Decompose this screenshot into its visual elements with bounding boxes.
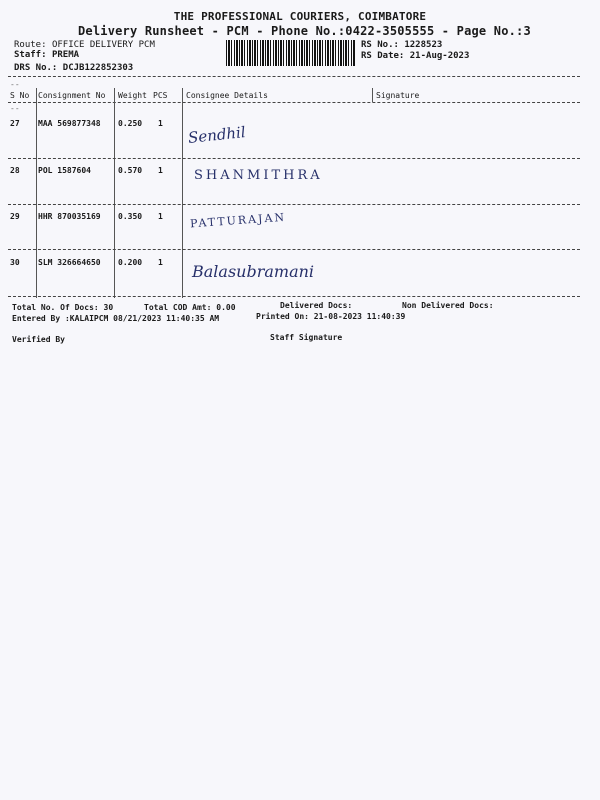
drs-line — [14, 63, 133, 73]
staff-label: Staff: — [14, 50, 47, 60]
col-header-consignment: Consignment No — [38, 91, 106, 100]
row-divider — [8, 296, 580, 297]
row-weight: 0.250 — [118, 119, 143, 128]
drs-label: DRS No.: — [14, 63, 58, 73]
staff-line — [14, 50, 79, 60]
col-header-sno: S No — [10, 91, 30, 100]
row-sno: 29 — [10, 212, 20, 221]
handwritten-signature: Balasubramani — [192, 262, 315, 281]
column-rule — [372, 88, 373, 102]
verified-by: Verified By — [12, 335, 65, 344]
handwritten-signature: PATTURAJAN — [189, 210, 287, 231]
row-consignment: POL 1587604 — [38, 166, 91, 175]
row-sno: 28 — [10, 166, 20, 175]
rs-number: RS No.: 1228523 — [361, 40, 443, 50]
column-rule — [36, 88, 37, 298]
row-consignment: HHR 870035169 — [38, 212, 101, 221]
col-header-signature: Signature — [376, 91, 420, 100]
staff-value: PREMA — [51, 50, 80, 60]
column-rule — [182, 88, 183, 298]
printed-on: Printed On: 21-08-2023 11:40:39 — [256, 312, 406, 321]
runsheet-subtitle: Delivery Runsheet - PCM - Phone No.:0422-3505555 - Page No.:3 — [78, 24, 531, 38]
row-pcs: 1 — [158, 166, 163, 175]
row-pcs: 1 — [158, 258, 163, 267]
row-consignment: MAA 569877348 — [38, 119, 101, 128]
total-cod: Total COD Amt: 0.00 — [144, 303, 236, 312]
company-title: THE PROFESSIONAL COURIERS, COIMBATORE — [173, 10, 427, 23]
col-header-consignee: Consignee Details — [186, 91, 268, 100]
staff-signature-label: Staff Signature — [270, 333, 343, 342]
drs-value: DCJB122852303 — [62, 63, 134, 73]
col-header-pcs: PCS — [153, 91, 168, 100]
row-sno: 30 — [10, 258, 20, 267]
col-header-weight: Weight — [118, 91, 147, 100]
entered-by: Entered By :KALAIPCM 08/21/2023 11:40:35 AM — [12, 314, 220, 323]
divider — [8, 102, 580, 103]
handwritten-signature: SHANMITHRA — [194, 168, 323, 183]
barcode — [226, 40, 356, 66]
row-pcs: 1 — [158, 212, 163, 221]
delivered-docs: Delivered Docs: — [280, 301, 353, 310]
total-docs: Total No. Of Docs: 30 — [12, 303, 114, 312]
route-label: Route: — [14, 40, 47, 50]
continuation-marker: -- — [10, 104, 20, 113]
handwritten-signature: Sendhil — [187, 123, 247, 147]
row-divider — [8, 204, 580, 205]
non-delivered-docs: Non Delivered Docs: — [402, 301, 494, 310]
continuation-marker: -- — [10, 80, 20, 89]
row-pcs: 1 — [158, 119, 163, 128]
route-line — [14, 40, 155, 50]
row-weight: 0.200 — [118, 258, 143, 267]
row-consignment: SLM 326664650 — [38, 258, 101, 267]
column-rule — [114, 88, 115, 298]
divider — [8, 76, 580, 77]
route-value: OFFICE DELIVERY PCM — [51, 40, 155, 50]
row-sno: 27 — [10, 119, 20, 128]
row-divider — [8, 158, 580, 159]
row-weight: 0.350 — [118, 212, 143, 221]
rs-date: RS Date: 21-Aug-2023 — [361, 51, 470, 61]
row-divider — [8, 249, 580, 250]
row-weight: 0.570 — [118, 166, 143, 175]
